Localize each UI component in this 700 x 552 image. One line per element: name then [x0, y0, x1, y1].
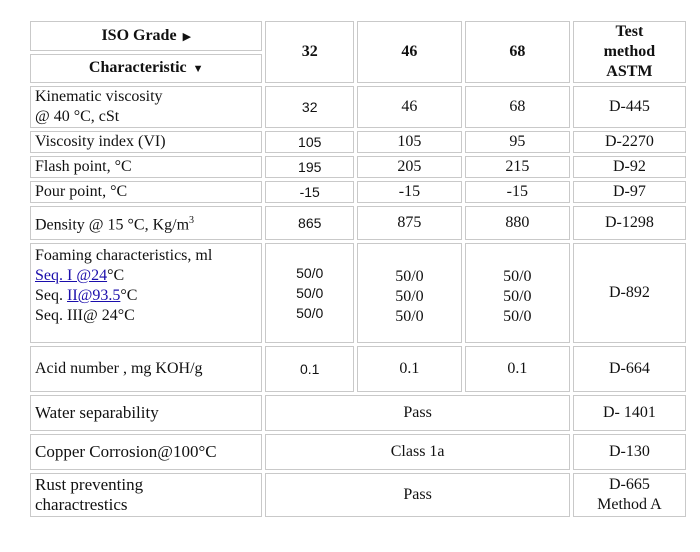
table-row	[30, 243, 686, 343]
flash-46: 205	[357, 156, 462, 178]
table-row	[30, 206, 686, 240]
water-value: Pass	[265, 395, 569, 431]
density-46: 875	[357, 206, 462, 240]
pour-32: -15	[265, 181, 353, 203]
kinematic-46: 46	[357, 86, 462, 128]
pour-astm: D-97	[573, 181, 686, 203]
table-row	[30, 434, 686, 470]
foaming-68: 50/0 50/0 50/0	[465, 243, 570, 343]
flash-32: 195	[265, 156, 353, 178]
seq-2-link[interactable]: II@93.5	[67, 287, 121, 304]
grade-32-header: 32	[265, 21, 353, 83]
seq-1-link[interactable]: Seq. I @24	[35, 267, 108, 284]
acid-astm: D-664	[573, 346, 686, 392]
iso-grade-header[interactable]	[30, 21, 262, 51]
grade-68-header: 68	[465, 21, 570, 83]
table-row	[30, 156, 686, 178]
kinematic-68: 68	[465, 86, 570, 128]
copper-value: Class 1a	[265, 434, 569, 470]
pour-46: -15	[357, 181, 462, 203]
flash-astm: D-92	[573, 156, 686, 178]
pour-label: Pour point, °C	[30, 181, 262, 203]
arrow-down-icon: ▼	[192, 63, 204, 75]
table-row	[30, 395, 686, 431]
foaming-46: 50/0 50/0 50/0	[357, 243, 462, 343]
iso-grade-label: ISO Grade	[101, 26, 177, 44]
vi-astm: D-2270	[573, 131, 686, 153]
density-label: Density @ 15 °C, $Kg/m^3$	[30, 206, 262, 240]
table-row	[30, 181, 686, 203]
copper-astm: D-130	[573, 434, 686, 470]
kinematic-32: 32	[265, 86, 353, 128]
foaming-astm: D-892	[573, 243, 686, 343]
rust-label: Rust preventing charactrestics	[30, 473, 262, 517]
density-32: 865	[265, 206, 353, 240]
density-astm: D-1298	[573, 206, 686, 240]
vi-68: 95	[465, 131, 570, 153]
kinematic-label: Kinematic viscosity @ 40 °C, cSt	[30, 86, 262, 128]
flash-label: Flash point, °C	[30, 156, 262, 178]
acid-label: Acid number , mg KOH/g	[30, 346, 262, 392]
water-label: Water separability	[30, 395, 262, 431]
acid-46: 0.1	[357, 346, 462, 392]
acid-32: 0.1	[265, 346, 353, 392]
table-row	[30, 473, 686, 517]
vi-32: 105	[265, 131, 353, 153]
table-row	[30, 86, 686, 128]
characteristic-label: Characteristic	[88, 59, 187, 76]
foaming-label: Foaming characteristics, ml Seq. I @24°C Seq. II@93.5°C Seq. III@ 24°C	[30, 243, 262, 343]
rust-astm: D-665 Method A	[573, 473, 686, 517]
rust-value: Pass	[265, 473, 569, 517]
copper-label: Copper Corrosion@100°C	[30, 434, 262, 470]
spec-table	[27, 18, 689, 520]
kinematic-astm: D-445	[573, 86, 686, 128]
vi-label: Viscosity index (VI)	[30, 131, 262, 153]
characteristic-header[interactable]	[30, 54, 262, 83]
density-68: 880	[465, 206, 570, 240]
grade-46-header: 46	[357, 21, 462, 83]
arrow-right-icon: ▶	[182, 30, 192, 43]
flash-68: 215	[465, 156, 570, 178]
test-method-header: Test method ASTM	[573, 21, 686, 83]
acid-68: 0.1	[465, 346, 570, 392]
pour-68: -15	[465, 181, 570, 203]
spec-table-container	[27, 18, 689, 542]
foaming-32: 50/0 50/0 50/0	[265, 243, 353, 343]
table-row	[30, 346, 686, 392]
water-astm: D- 1401	[573, 395, 686, 431]
table-row	[30, 131, 686, 153]
vi-46: 105	[357, 131, 462, 153]
